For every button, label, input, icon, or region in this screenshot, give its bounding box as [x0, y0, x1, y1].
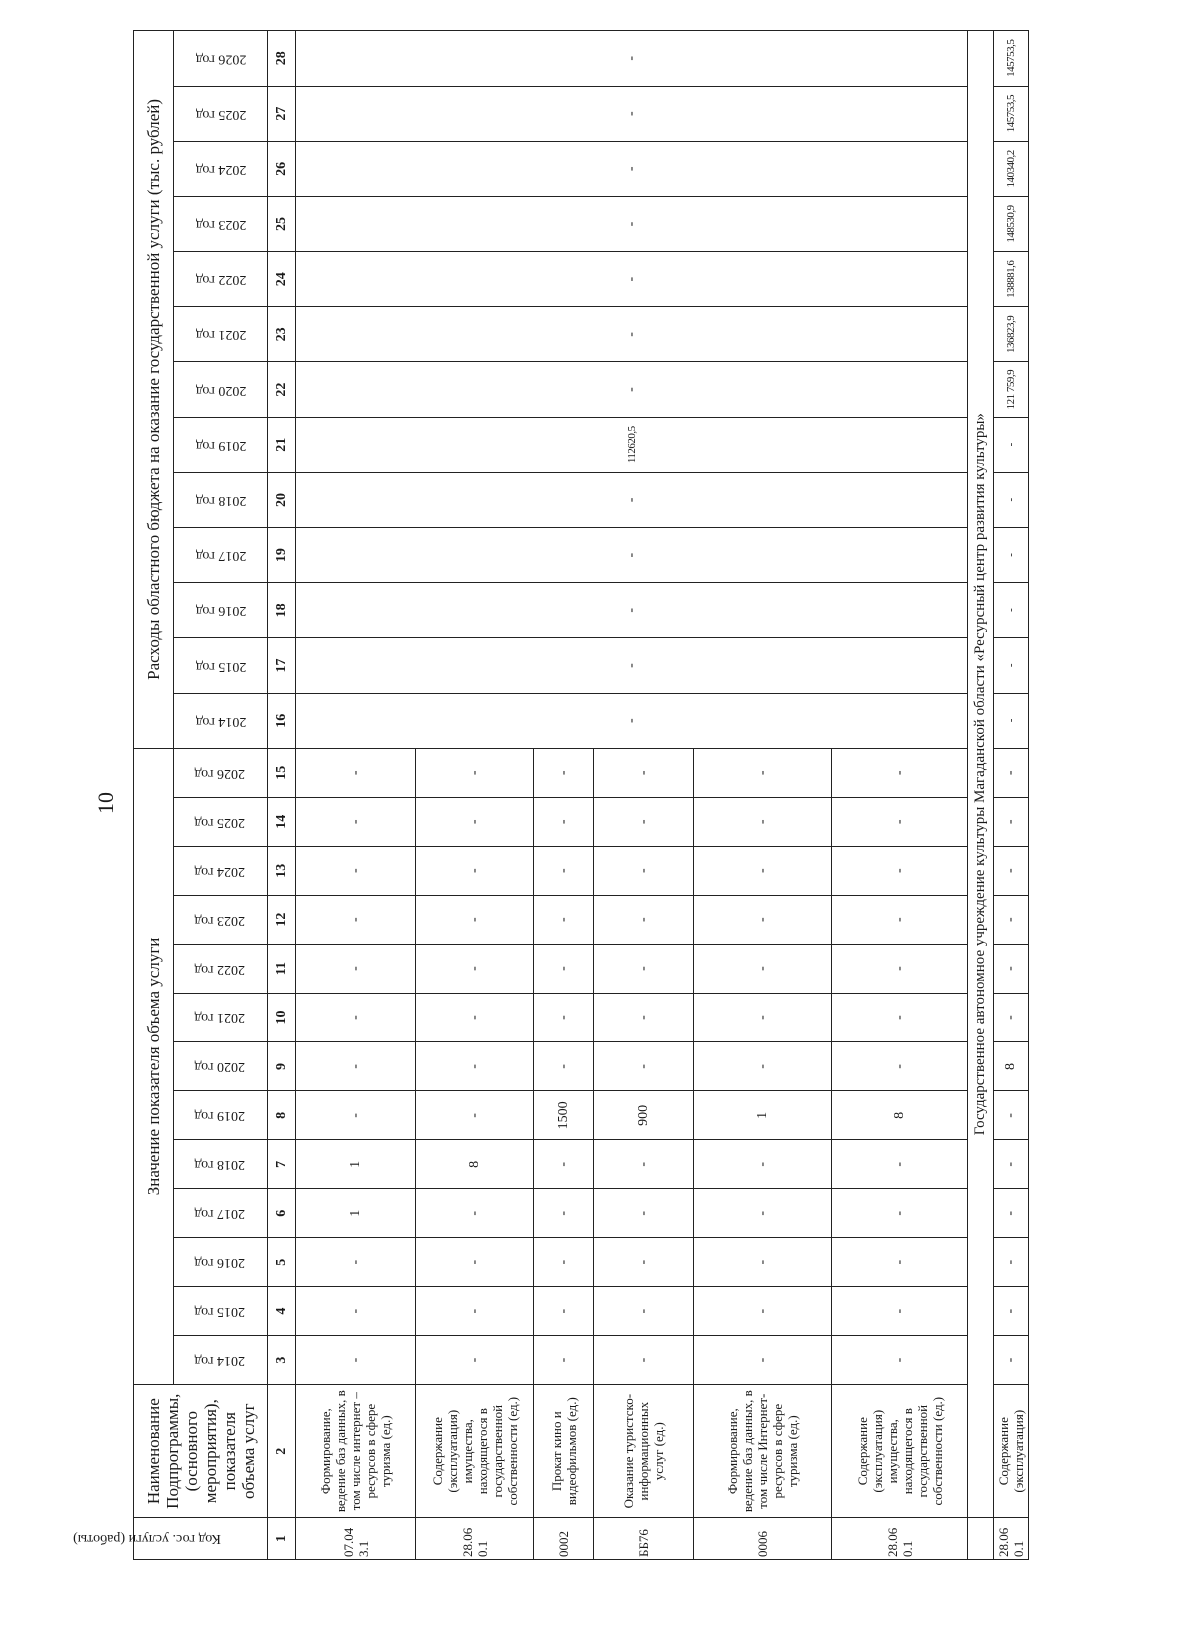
column-number: 13	[268, 846, 296, 895]
volume-year-header	[174, 1042, 268, 1091]
expense-value: -	[296, 196, 968, 251]
column-number: 22	[268, 362, 296, 417]
institution-row	[968, 31, 994, 1560]
expense-value: -	[296, 528, 968, 583]
service-name: Формирование, ведение баз данных, в том числе Интернет-ресурсов в сфере туризма (ед.)	[694, 1385, 832, 1518]
volume-value: -	[296, 1287, 416, 1336]
volume-value: -	[694, 895, 832, 944]
volume-year-label: 2017 год	[193, 1206, 245, 1222]
expense-value: 121 759,9	[994, 362, 1029, 417]
expense-year-label: 2015 год	[195, 658, 246, 674]
column-number: 9	[268, 1042, 296, 1091]
column-number: 23	[268, 307, 296, 362]
expense-value: -	[296, 362, 968, 417]
expense-year-label: 2016 год	[195, 603, 246, 619]
expense-value: 145753,5	[994, 86, 1029, 141]
volume-value: -	[534, 1287, 594, 1336]
expense-value: 140340,2	[994, 141, 1029, 196]
volume-value: -	[832, 1042, 968, 1091]
service-code: 0002	[534, 1518, 594, 1560]
volume-value: -	[832, 993, 968, 1042]
expense-value: -	[296, 583, 968, 638]
expense-value: -	[296, 693, 968, 748]
volume-value: -	[416, 1238, 534, 1287]
column-number: 15	[268, 748, 296, 797]
volume-value: -	[594, 846, 694, 895]
column-number: 21	[268, 417, 296, 472]
volume-value: -	[534, 846, 594, 895]
column-number: 1	[268, 1518, 296, 1560]
table-row	[296, 31, 416, 1560]
column-number: 12	[268, 895, 296, 944]
column-number: 7	[268, 1140, 296, 1189]
column-number: 6	[268, 1189, 296, 1238]
volume-year-label: 2020 год	[193, 1059, 245, 1075]
expense-year-header	[174, 528, 268, 583]
volume-value: 1500	[534, 1091, 594, 1140]
expense-year-header	[174, 31, 268, 87]
column-number: 8	[268, 1091, 296, 1140]
volume-value: -	[694, 846, 832, 895]
expense-value: 112620,5	[296, 417, 968, 472]
column-number: 16	[268, 693, 296, 748]
volume-year-header	[174, 895, 268, 944]
volume-value: -	[416, 846, 534, 895]
volume-year-label: 2021 год	[193, 1010, 245, 1026]
column-number: 14	[268, 797, 296, 846]
column-number: 27	[268, 86, 296, 141]
volume-value: -	[416, 1336, 534, 1385]
expense-year-label: 2026 год	[195, 51, 246, 67]
volume-value: -	[832, 1238, 968, 1287]
volume-value: -	[594, 1189, 694, 1238]
volume-value: 900	[594, 1091, 694, 1140]
volume-year-label: 2014 год	[193, 1353, 245, 1369]
volume-year-label: 2023 год	[193, 912, 245, 928]
volume-value: -	[694, 1042, 832, 1091]
service-name: Формирование, ведение баз данных, в том числе интернет – ресурсов в сфере туризма (ед.)	[296, 1385, 416, 1518]
volume-value: 8	[416, 1140, 534, 1189]
volume-year-header	[174, 1287, 268, 1336]
volume-value: -	[832, 1287, 968, 1336]
volume-value: -	[694, 797, 832, 846]
volume-year-header	[174, 748, 268, 797]
expense-value: 136823,9	[994, 307, 1029, 362]
volume-value: -	[534, 1336, 594, 1385]
volume-value: -	[994, 846, 1029, 895]
volume-value: -	[296, 797, 416, 846]
volume-value: -	[594, 1287, 694, 1336]
service-code: 0006	[694, 1518, 832, 1560]
expense-value: -	[296, 31, 968, 87]
volume-value: 1	[296, 1189, 416, 1238]
expense-value: 145753,5	[994, 31, 1029, 87]
column-number: 26	[268, 141, 296, 196]
service-name: Содержание (эксплуатация) имущества, находящегося в государственной собственности (ед.)	[832, 1385, 968, 1518]
volume-value: 1	[296, 1140, 416, 1189]
volume-value: -	[296, 748, 416, 797]
expense-year-header	[174, 472, 268, 527]
volume-value: -	[994, 944, 1029, 993]
volume-value: -	[534, 1140, 594, 1189]
expense-value: 138881,6	[994, 252, 1029, 307]
expense-value: 148530,9	[994, 196, 1029, 251]
rotated-table-page	[73, 30, 1026, 1560]
expense-value: -	[994, 583, 1029, 638]
volume-value: 8	[832, 1091, 968, 1140]
volume-value: -	[832, 1189, 968, 1238]
expense-year-header	[174, 86, 268, 141]
expense-year-label: 2023 год	[195, 217, 246, 232]
volume-value: -	[416, 944, 534, 993]
volume-value: -	[694, 1140, 832, 1189]
volume-value: -	[416, 1189, 534, 1238]
expense-year-label: 2019 год	[195, 437, 246, 453]
institution-name: Государственное автономное учреждение культуры Магаданской области «Ресурсный центр развития культуры»	[968, 31, 994, 1518]
volume-year-header	[174, 1140, 268, 1189]
service-name: Содержание (эксплуатация)	[994, 1385, 1029, 1518]
volume-value: -	[832, 944, 968, 993]
service-code: 28.06 0.1	[416, 1518, 534, 1560]
column-number: 5	[268, 1238, 296, 1287]
volume-value: -	[994, 1287, 1029, 1336]
volume-year-label: 2024 год	[193, 863, 245, 879]
volume-value: -	[534, 797, 594, 846]
volume-value: -	[594, 993, 694, 1042]
volume-value: -	[416, 895, 534, 944]
volume-value: -	[832, 846, 968, 895]
volume-value: -	[296, 1238, 416, 1287]
table-row	[994, 31, 1029, 1560]
volume-value: -	[416, 797, 534, 846]
expense-year-label: 2024 год	[195, 161, 246, 177]
volume-value: -	[534, 748, 594, 797]
name-header: Наименование Подпрограммы, (основного мероприятия), показателя объема услуг	[134, 1385, 268, 1518]
column-number: 17	[268, 638, 296, 693]
column-number: 4	[268, 1287, 296, 1336]
volume-value: -	[534, 895, 594, 944]
expense-year-header	[174, 362, 268, 417]
column-number: 18	[268, 583, 296, 638]
volume-value: -	[832, 895, 968, 944]
expense-year-label: 2020 год	[195, 382, 246, 398]
volume-value: -	[994, 1189, 1029, 1238]
column-number: 24	[268, 252, 296, 307]
volume-value: -	[994, 895, 1029, 944]
expense-value: -	[296, 307, 968, 362]
volume-year-label: 2022 год	[193, 961, 245, 977]
volume-year-header	[174, 797, 268, 846]
volume-value: -	[534, 944, 594, 993]
volume-value: -	[416, 1091, 534, 1140]
service-code: 28.06 0.1	[832, 1518, 968, 1560]
institution-spacer	[968, 1518, 994, 1560]
volume-value: -	[694, 1238, 832, 1287]
volume-value: -	[994, 1238, 1029, 1287]
volume-value: -	[594, 748, 694, 797]
volume-value: -	[594, 797, 694, 846]
volume-year-header	[174, 1238, 268, 1287]
volume-year-label: 2015 год	[193, 1304, 245, 1320]
expense-year-header	[174, 252, 268, 307]
expense-year-label: 2018 год	[195, 492, 246, 508]
expense-value: -	[296, 252, 968, 307]
expense-year-label: 2025 год	[195, 106, 246, 122]
volume-value: -	[694, 944, 832, 993]
volume-value: -	[296, 895, 416, 944]
volume-value: -	[694, 1189, 832, 1238]
volume-value: -	[832, 748, 968, 797]
volume-value: -	[594, 944, 694, 993]
column-number: 2	[268, 1385, 296, 1518]
service-name: Прокат кино и видеофильмов (ед.)	[534, 1385, 594, 1518]
expense-value: -	[296, 638, 968, 693]
volume-value: -	[416, 993, 534, 1042]
expense-value: -	[296, 472, 968, 527]
volume-value: -	[694, 1287, 832, 1336]
expense-value: -	[994, 638, 1029, 693]
volume-year-header	[174, 944, 268, 993]
service-code: 07.04 3.1	[296, 1518, 416, 1560]
expense-year-label: 2014 год	[195, 713, 246, 729]
volume-value: 1	[694, 1091, 832, 1140]
service-code: ББ76	[594, 1518, 694, 1560]
volume-value: -	[832, 1336, 968, 1385]
expense-year-header	[174, 196, 268, 251]
volume-year-label: 2026 год	[193, 765, 245, 781]
volume-value: -	[416, 748, 534, 797]
volume-value: -	[416, 1287, 534, 1336]
column-number: 28	[268, 31, 296, 87]
volume-value: -	[832, 1140, 968, 1189]
expense-year-label: 2017 год	[195, 548, 246, 564]
volume-year-label: 2025 год	[193, 814, 245, 830]
volume-value: -	[594, 1042, 694, 1091]
volume-year-header	[174, 993, 268, 1042]
volume-value: -	[594, 1140, 694, 1189]
volume-value: -	[296, 1042, 416, 1091]
volume-value: -	[534, 1189, 594, 1238]
expense-year-header	[174, 141, 268, 196]
expense-value: -	[994, 528, 1029, 583]
volume-value: -	[594, 895, 694, 944]
column-number: 3	[268, 1336, 296, 1385]
column-number: 10	[268, 993, 296, 1042]
service-name: Оказание туристско-информационных услуг (ед.)	[594, 1385, 694, 1518]
volume-value: -	[994, 748, 1029, 797]
expense-year-label: 2022 год	[195, 272, 246, 288]
service-code: 28.06 0.1	[994, 1518, 1029, 1560]
page-number: 10	[93, 792, 118, 814]
volume-value: -	[994, 993, 1029, 1042]
services-table	[73, 30, 1029, 1560]
volume-header: Значение показателя объема услуги	[134, 748, 174, 1384]
volume-value: -	[534, 1238, 594, 1287]
volume-year-label: 2019 год	[193, 1108, 245, 1124]
service-name: Содержание (эксплуатация) имущества, находящегося в государственной собственности (ед.)	[416, 1385, 534, 1518]
volume-year-label: 2018 год	[193, 1157, 245, 1173]
expense-year-header	[174, 583, 268, 638]
volume-year-header	[174, 1336, 268, 1385]
expense-year-header	[174, 417, 268, 472]
volume-value: -	[994, 797, 1029, 846]
expenses-header: Расходы областного бюджета на оказание государственной услуги (тыс. рублей)	[134, 31, 174, 749]
volume-value: -	[694, 1336, 832, 1385]
volume-value: -	[296, 846, 416, 895]
column-number: 25	[268, 196, 296, 251]
expense-value: -	[994, 417, 1029, 472]
volume-year-header	[174, 1189, 268, 1238]
expense-year-label: 2021 год	[195, 327, 246, 343]
volume-value: -	[534, 993, 594, 1042]
volume-value: -	[296, 993, 416, 1042]
volume-year-header	[174, 846, 268, 895]
expense-year-header	[174, 638, 268, 693]
column-number: 11	[268, 944, 296, 993]
column-number: 20	[268, 472, 296, 527]
volume-value: -	[534, 1042, 594, 1091]
expense-year-header	[174, 307, 268, 362]
volume-value: -	[296, 1336, 416, 1385]
volume-value: -	[594, 1238, 694, 1287]
volume-value: 8	[994, 1042, 1029, 1091]
volume-value: -	[296, 1091, 416, 1140]
expense-value: -	[994, 472, 1029, 527]
volume-value: -	[296, 944, 416, 993]
volume-value: -	[994, 1140, 1029, 1189]
volume-value: -	[694, 748, 832, 797]
volume-value: -	[994, 1336, 1029, 1385]
code-header: Код гос. услуги (работы)	[134, 1518, 268, 1560]
volume-year-header	[174, 1091, 268, 1140]
volume-value: -	[994, 1091, 1029, 1140]
volume-value: -	[594, 1336, 694, 1385]
expense-year-header	[174, 693, 268, 748]
volume-value: -	[416, 1042, 534, 1091]
volume-value: -	[832, 797, 968, 846]
column-number: 19	[268, 528, 296, 583]
expense-value: -	[296, 86, 968, 141]
expense-value: -	[296, 141, 968, 196]
expense-value: -	[994, 693, 1029, 748]
volume-value: -	[694, 993, 832, 1042]
volume-year-label: 2016 год	[193, 1255, 245, 1271]
